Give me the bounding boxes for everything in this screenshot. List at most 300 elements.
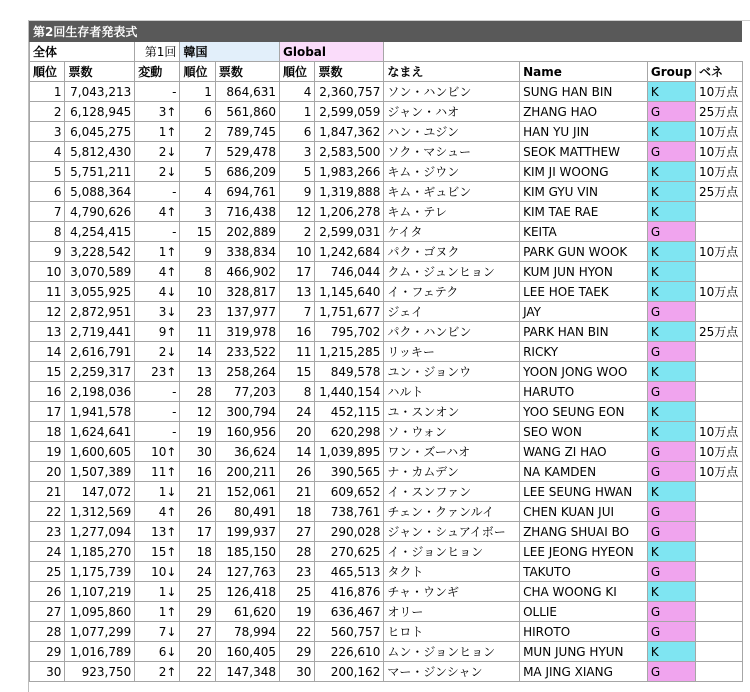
cell-group[interactable]: G	[647, 342, 695, 362]
cell-global-rank[interactable]: 7	[279, 302, 314, 322]
cell-global-rank[interactable]: 19	[279, 602, 314, 622]
cell-overall-votes[interactable]: 3,055,925	[65, 282, 135, 302]
cell-change[interactable]: 11↑	[135, 462, 180, 482]
cell-korea-rank[interactable]: 23	[180, 302, 215, 322]
cell-korea-votes[interactable]: 185,150	[215, 542, 279, 562]
cell-overall-rank[interactable]: 29	[30, 642, 65, 662]
cell-change[interactable]: -	[135, 82, 180, 102]
cell-global-votes[interactable]: 2,599,059	[315, 102, 384, 122]
cell-name-jp[interactable]: ユン・ジョンウ	[384, 362, 520, 382]
cell-overall-rank[interactable]: 27	[30, 602, 65, 622]
cell-change[interactable]: 10↓	[135, 562, 180, 582]
cell-korea-votes[interactable]: 200,211	[215, 462, 279, 482]
cell-name-en[interactable]: SEOK MATTHEW	[520, 142, 648, 162]
cell-group[interactable]: G	[647, 382, 695, 402]
cell-overall-rank[interactable]: 4	[30, 142, 65, 162]
cell-global-votes[interactable]: 2,599,031	[315, 222, 384, 242]
cell-name-en[interactable]: LEE HOE TAEK	[520, 282, 648, 302]
cell-group[interactable]: K	[647, 322, 695, 342]
cell-korea-votes[interactable]: 36,624	[215, 442, 279, 462]
cell-name-jp[interactable]: ナ・カムデン	[384, 462, 520, 482]
cell-name-en[interactable]: MA JING XIANG	[520, 662, 648, 682]
cell-global-votes[interactable]: 452,115	[315, 402, 384, 422]
cell-korea-rank[interactable]: 27	[180, 622, 215, 642]
cell-global-votes[interactable]: 1,242,684	[315, 242, 384, 262]
cell-group[interactable]: K	[647, 202, 695, 222]
cell-change[interactable]: 1↓	[135, 582, 180, 602]
cell-name-jp[interactable]: ソン・ハンビン	[384, 82, 520, 102]
cell-name-en[interactable]: TAKUTO	[520, 562, 648, 582]
cell-global-rank[interactable]: 29	[279, 642, 314, 662]
header-global-rank[interactable]: 順位	[279, 62, 314, 82]
cell-name-en[interactable]: KIM TAE RAE	[520, 202, 648, 222]
cell-korea-votes[interactable]: 160,956	[215, 422, 279, 442]
cell-korea-votes[interactable]: 147,348	[215, 662, 279, 682]
cell-group[interactable]: K	[647, 642, 695, 662]
cell-global-votes[interactable]: 465,513	[315, 562, 384, 582]
cell-global-rank[interactable]: 27	[279, 522, 314, 542]
cell-benefit[interactable]	[696, 582, 743, 602]
cell-benefit[interactable]	[696, 562, 743, 582]
cell-benefit[interactable]: 10万点	[696, 162, 743, 182]
cell-global-rank[interactable]: 30	[279, 662, 314, 682]
cell-name-en[interactable]: PARK GUN WOOK	[520, 242, 648, 262]
cell-name-en[interactable]: RICKY	[520, 342, 648, 362]
cell-global-rank[interactable]: 10	[279, 242, 314, 262]
cell-global-rank[interactable]: 2	[279, 222, 314, 242]
cell-korea-rank[interactable]: 24	[180, 562, 215, 582]
cell-korea-rank[interactable]: 19	[180, 422, 215, 442]
cell-name-en[interactable]: HAN YU JIN	[520, 122, 648, 142]
cell-global-rank[interactable]: 3	[279, 142, 314, 162]
cell-change[interactable]: 1↑	[135, 242, 180, 262]
cell-overall-votes[interactable]: 6,045,275	[65, 122, 135, 142]
cell-change[interactable]: 23↑	[135, 362, 180, 382]
cell-korea-rank[interactable]: 7	[180, 142, 215, 162]
cell-benefit[interactable]: 25万点	[696, 102, 743, 122]
cell-name-jp[interactable]: イ・フェテク	[384, 282, 520, 302]
cell-change[interactable]: 2↓	[135, 142, 180, 162]
cell-name-jp[interactable]: ユ・スンオン	[384, 402, 520, 422]
cell-overall-votes[interactable]: 2,259,317	[65, 362, 135, 382]
cell-korea-rank[interactable]: 3	[180, 202, 215, 222]
cell-overall-votes[interactable]: 7,043,213	[65, 82, 135, 102]
cell-benefit[interactable]: 10万点	[696, 282, 743, 302]
header-benefit[interactable]: ベネ	[696, 62, 743, 82]
cell-name-jp[interactable]: ソク・マシュー	[384, 142, 520, 162]
cell-name-jp[interactable]: キム・ギュビン	[384, 182, 520, 202]
cell-group[interactable]: K	[647, 162, 695, 182]
cell-name-en[interactable]: KIM JI WOONG	[520, 162, 648, 182]
cell-name-en[interactable]: WANG ZI HAO	[520, 442, 648, 462]
cell-korea-votes[interactable]: 328,817	[215, 282, 279, 302]
cell-change[interactable]: -	[135, 422, 180, 442]
cell-global-votes[interactable]: 609,652	[315, 482, 384, 502]
cell-global-rank[interactable]: 9	[279, 182, 314, 202]
cell-name-jp[interactable]: ケイタ	[384, 222, 520, 242]
cell-benefit[interactable]	[696, 342, 743, 362]
cell-group[interactable]: K	[647, 122, 695, 142]
cell-korea-rank[interactable]: 16	[180, 462, 215, 482]
cell-korea-votes[interactable]: 160,405	[215, 642, 279, 662]
cell-overall-rank[interactable]: 8	[30, 222, 65, 242]
cell-overall-rank[interactable]: 25	[30, 562, 65, 582]
cell-name-jp[interactable]: オリー	[384, 602, 520, 622]
cell-benefit[interactable]: 25万点	[696, 182, 743, 202]
cell-global-rank[interactable]: 6	[279, 122, 314, 142]
cell-global-rank[interactable]: 20	[279, 422, 314, 442]
cell-global-votes[interactable]: 1,983,266	[315, 162, 384, 182]
cell-global-votes[interactable]: 746,044	[315, 262, 384, 282]
cell-korea-rank[interactable]: 17	[180, 522, 215, 542]
cell-global-votes[interactable]: 200,162	[315, 662, 384, 682]
cell-overall-votes[interactable]: 1,185,270	[65, 542, 135, 562]
cell-change[interactable]: 2↓	[135, 162, 180, 182]
cell-name-en[interactable]: SUNG HAN BIN	[520, 82, 648, 102]
cell-global-votes[interactable]: 738,761	[315, 502, 384, 522]
section-global[interactable]: Global	[279, 42, 383, 62]
cell-korea-rank[interactable]: 8	[180, 262, 215, 282]
cell-global-votes[interactable]: 795,702	[315, 322, 384, 342]
cell-global-rank[interactable]: 24	[279, 402, 314, 422]
cell-name-jp[interactable]: タクト	[384, 562, 520, 582]
cell-benefit[interactable]: 10万点	[696, 462, 743, 482]
cell-group[interactable]: G	[647, 142, 695, 162]
cell-overall-votes[interactable]: 4,790,626	[65, 202, 135, 222]
cell-change[interactable]: 4↑	[135, 502, 180, 522]
cell-overall-votes[interactable]: 1,175,739	[65, 562, 135, 582]
cell-name-en[interactable]: HARUTO	[520, 382, 648, 402]
cell-global-votes[interactable]: 1,145,640	[315, 282, 384, 302]
cell-benefit[interactable]	[696, 262, 743, 282]
cell-change[interactable]: 1↑	[135, 122, 180, 142]
cell-overall-rank[interactable]: 9	[30, 242, 65, 262]
cell-benefit[interactable]	[696, 622, 743, 642]
cell-korea-votes[interactable]: 686,209	[215, 162, 279, 182]
cell-korea-votes[interactable]: 126,418	[215, 582, 279, 602]
cell-overall-votes[interactable]: 1,941,578	[65, 402, 135, 422]
cell-benefit[interactable]: 10万点	[696, 82, 743, 102]
cell-benefit[interactable]: 10万点	[696, 142, 743, 162]
cell-benefit[interactable]: 10万点	[696, 442, 743, 462]
cell-overall-rank[interactable]: 12	[30, 302, 65, 322]
cell-overall-votes[interactable]: 1,095,860	[65, 602, 135, 622]
cell-overall-votes[interactable]: 2,616,791	[65, 342, 135, 362]
cell-group[interactable]: K	[647, 362, 695, 382]
cell-name-jp[interactable]: キム・テレ	[384, 202, 520, 222]
cell-change[interactable]: 2↓	[135, 342, 180, 362]
cell-name-jp[interactable]: チェン・クァンルイ	[384, 502, 520, 522]
cell-korea-votes[interactable]: 319,978	[215, 322, 279, 342]
cell-overall-rank[interactable]: 28	[30, 622, 65, 642]
cell-change[interactable]: 2↑	[135, 662, 180, 682]
cell-overall-rank[interactable]: 6	[30, 182, 65, 202]
cell-global-votes[interactable]: 1,751,677	[315, 302, 384, 322]
cell-korea-votes[interactable]: 199,937	[215, 522, 279, 542]
cell-korea-rank[interactable]: 6	[180, 102, 215, 122]
cell-benefit[interactable]: 10万点	[696, 122, 743, 142]
cell-overall-rank[interactable]: 18	[30, 422, 65, 442]
cell-benefit[interactable]	[696, 382, 743, 402]
cell-overall-votes[interactable]: 1,507,389	[65, 462, 135, 482]
cell-benefit[interactable]	[696, 502, 743, 522]
cell-name-en[interactable]: CHA WOONG KI	[520, 582, 648, 602]
cell-name-en[interactable]: ZHANG HAO	[520, 102, 648, 122]
cell-korea-rank[interactable]: 5	[180, 162, 215, 182]
cell-korea-votes[interactable]: 300,794	[215, 402, 279, 422]
cell-overall-rank[interactable]: 1	[30, 82, 65, 102]
cell-name-jp[interactable]: パク・ハンビン	[384, 322, 520, 342]
cell-overall-votes[interactable]: 6,128,945	[65, 102, 135, 122]
cell-benefit[interactable]: 10万点	[696, 242, 743, 262]
cell-change[interactable]: 4↑	[135, 262, 180, 282]
cell-overall-rank[interactable]: 22	[30, 502, 65, 522]
cell-overall-votes[interactable]: 5,088,364	[65, 182, 135, 202]
cell-benefit[interactable]	[696, 222, 743, 242]
cell-global-rank[interactable]: 18	[279, 502, 314, 522]
cell-global-votes[interactable]: 416,876	[315, 582, 384, 602]
cell-korea-rank[interactable]: 28	[180, 382, 215, 402]
cell-overall-rank[interactable]: 2	[30, 102, 65, 122]
cell-name-en[interactable]: PARK HAN BIN	[520, 322, 648, 342]
cell-korea-rank[interactable]: 14	[180, 342, 215, 362]
cell-name-en[interactable]: JAY	[520, 302, 648, 322]
header-global-votes[interactable]: 票数	[315, 62, 384, 82]
cell-group[interactable]: G	[647, 522, 695, 542]
cell-overall-rank[interactable]: 11	[30, 282, 65, 302]
cell-group[interactable]: G	[647, 302, 695, 322]
cell-change[interactable]: 13↑	[135, 522, 180, 542]
cell-korea-votes[interactable]: 202,889	[215, 222, 279, 242]
section-overall[interactable]: 全体	[30, 42, 135, 62]
cell-korea-rank[interactable]: 2	[180, 122, 215, 142]
cell-overall-votes[interactable]: 3,070,589	[65, 262, 135, 282]
cell-korea-rank[interactable]: 25	[180, 582, 215, 602]
cell-korea-votes[interactable]: 694,761	[215, 182, 279, 202]
section-korea[interactable]: 韓国	[180, 42, 280, 62]
cell-name-en[interactable]: YOO SEUNG EON	[520, 402, 648, 422]
cell-name-en[interactable]: HIROTO	[520, 622, 648, 642]
cell-korea-rank[interactable]: 18	[180, 542, 215, 562]
cell-korea-votes[interactable]: 233,522	[215, 342, 279, 362]
cell-global-rank[interactable]: 8	[279, 382, 314, 402]
cell-overall-rank[interactable]: 16	[30, 382, 65, 402]
cell-korea-rank[interactable]: 29	[180, 602, 215, 622]
cell-group[interactable]: K	[647, 282, 695, 302]
cell-benefit[interactable]	[696, 362, 743, 382]
cell-overall-votes[interactable]: 2,872,951	[65, 302, 135, 322]
cell-overall-votes[interactable]: 1,624,641	[65, 422, 135, 442]
cell-overall-votes[interactable]: 1,600,605	[65, 442, 135, 462]
cell-global-rank[interactable]: 12	[279, 202, 314, 222]
cell-global-votes[interactable]: 560,757	[315, 622, 384, 642]
cell-group[interactable]: G	[647, 502, 695, 522]
cell-name-jp[interactable]: ワン・ズーハオ	[384, 442, 520, 462]
cell-korea-votes[interactable]: 152,061	[215, 482, 279, 502]
cell-group[interactable]: G	[647, 602, 695, 622]
cell-change[interactable]: 9↑	[135, 322, 180, 342]
cell-overall-votes[interactable]: 2,198,036	[65, 382, 135, 402]
cell-korea-rank[interactable]: 15	[180, 222, 215, 242]
cell-name-en[interactable]: NA KAMDEN	[520, 462, 648, 482]
cell-global-rank[interactable]: 25	[279, 582, 314, 602]
cell-benefit[interactable]	[696, 402, 743, 422]
cell-overall-rank[interactable]: 13	[30, 322, 65, 342]
cell-global-rank[interactable]: 15	[279, 362, 314, 382]
cell-name-en[interactable]: ZHANG SHUAI BO	[520, 522, 648, 542]
cell-korea-rank[interactable]: 9	[180, 242, 215, 262]
cell-overall-votes[interactable]: 1,277,094	[65, 522, 135, 542]
cell-overall-votes[interactable]: 1,016,789	[65, 642, 135, 662]
cell-korea-votes[interactable]: 77,203	[215, 382, 279, 402]
cell-benefit[interactable]	[696, 642, 743, 662]
cell-name-jp[interactable]: イ・スンファン	[384, 482, 520, 502]
cell-name-en[interactable]: YOON JONG WOO	[520, 362, 648, 382]
cell-group[interactable]: K	[647, 582, 695, 602]
header-overall-votes[interactable]: 票数	[65, 62, 135, 82]
cell-overall-votes[interactable]: 1,077,299	[65, 622, 135, 642]
cell-name-jp[interactable]: ジャン・シュアイボー	[384, 522, 520, 542]
cell-global-rank[interactable]: 23	[279, 562, 314, 582]
cell-global-rank[interactable]: 14	[279, 442, 314, 462]
cell-name-jp[interactable]: ハルト	[384, 382, 520, 402]
cell-name-en[interactable]: KEITA	[520, 222, 648, 242]
cell-korea-votes[interactable]: 258,264	[215, 362, 279, 382]
cell-overall-rank[interactable]: 5	[30, 162, 65, 182]
cell-overall-votes[interactable]: 5,812,430	[65, 142, 135, 162]
cell-name-jp[interactable]: ヒロト	[384, 622, 520, 642]
sheet-title[interactable]: 第2回生存者発表式	[30, 22, 743, 42]
cell-overall-rank[interactable]: 23	[30, 522, 65, 542]
cell-korea-votes[interactable]: 78,994	[215, 622, 279, 642]
cell-korea-votes[interactable]: 789,745	[215, 122, 279, 142]
cell-overall-rank[interactable]: 14	[30, 342, 65, 362]
cell-name-en[interactable]: CHEN KUAN JUI	[520, 502, 648, 522]
cell-global-rank[interactable]: 16	[279, 322, 314, 342]
section-round[interactable]: 第1回	[135, 42, 180, 62]
cell-change[interactable]: 1↓	[135, 482, 180, 502]
cell-global-rank[interactable]: 11	[279, 342, 314, 362]
cell-korea-votes[interactable]: 529,478	[215, 142, 279, 162]
cell-korea-votes[interactable]: 338,834	[215, 242, 279, 262]
cell-benefit[interactable]: 10万点	[696, 422, 743, 442]
cell-group[interactable]: G	[647, 662, 695, 682]
cell-overall-rank[interactable]: 15	[30, 362, 65, 382]
cell-change[interactable]: 4↓	[135, 282, 180, 302]
cell-name-jp[interactable]: ムン・ジョンヒョン	[384, 642, 520, 662]
cell-group[interactable]: K	[647, 242, 695, 262]
cell-group[interactable]: K	[647, 182, 695, 202]
cell-korea-rank[interactable]: 30	[180, 442, 215, 462]
cell-name-jp[interactable]: リッキー	[384, 342, 520, 362]
cell-overall-rank[interactable]: 7	[30, 202, 65, 222]
cell-change[interactable]: 3↓	[135, 302, 180, 322]
cell-korea-votes[interactable]: 80,491	[215, 502, 279, 522]
cell-korea-votes[interactable]: 864,631	[215, 82, 279, 102]
cell-global-votes[interactable]: 1,440,154	[315, 382, 384, 402]
cell-global-rank[interactable]: 1	[279, 102, 314, 122]
cell-benefit[interactable]	[696, 302, 743, 322]
cell-global-votes[interactable]: 1,039,895	[315, 442, 384, 462]
cell-global-rank[interactable]: 5	[279, 162, 314, 182]
cell-name-jp[interactable]: パク・ゴヌク	[384, 242, 520, 262]
cell-overall-votes[interactable]: 5,751,211	[65, 162, 135, 182]
cell-korea-rank[interactable]: 26	[180, 502, 215, 522]
cell-benefit[interactable]	[696, 542, 743, 562]
cell-change[interactable]: 6↓	[135, 642, 180, 662]
cell-global-rank[interactable]: 21	[279, 482, 314, 502]
cell-korea-rank[interactable]: 10	[180, 282, 215, 302]
cell-name-en[interactable]: MUN JUNG HYUN	[520, 642, 648, 662]
cell-change[interactable]: 10↑	[135, 442, 180, 462]
cell-change[interactable]: 15↑	[135, 542, 180, 562]
header-change[interactable]: 変動	[135, 62, 180, 82]
cell-korea-votes[interactable]: 61,620	[215, 602, 279, 622]
cell-name-en[interactable]: OLLIE	[520, 602, 648, 622]
cell-name-jp[interactable]: キム・ジウン	[384, 162, 520, 182]
cell-overall-rank[interactable]: 30	[30, 662, 65, 682]
cell-change[interactable]: -	[135, 402, 180, 422]
cell-korea-rank[interactable]: 22	[180, 662, 215, 682]
cell-overall-votes[interactable]: 923,750	[65, 662, 135, 682]
cell-name-jp[interactable]: ジェイ	[384, 302, 520, 322]
cell-overall-rank[interactable]: 19	[30, 442, 65, 462]
cell-benefit[interactable]: 25万点	[696, 322, 743, 342]
cell-benefit[interactable]	[696, 662, 743, 682]
cell-global-votes[interactable]: 390,565	[315, 462, 384, 482]
cell-overall-votes[interactable]: 1,312,569	[65, 502, 135, 522]
cell-group[interactable]: K	[647, 422, 695, 442]
cell-change[interactable]: 4↑	[135, 202, 180, 222]
header-korea-votes[interactable]: 票数	[215, 62, 279, 82]
cell-name-jp[interactable]: イ・ジョンヒョン	[384, 542, 520, 562]
cell-change[interactable]: 1↑	[135, 602, 180, 622]
cell-global-rank[interactable]: 13	[279, 282, 314, 302]
cell-overall-rank[interactable]: 26	[30, 582, 65, 602]
cell-change[interactable]: 3↑	[135, 102, 180, 122]
cell-global-rank[interactable]: 17	[279, 262, 314, 282]
cell-korea-votes[interactable]: 127,763	[215, 562, 279, 582]
cell-global-rank[interactable]: 4	[279, 82, 314, 102]
cell-global-votes[interactable]: 1,206,278	[315, 202, 384, 222]
cell-name-jp[interactable]: マー・ジンシャン	[384, 662, 520, 682]
cell-benefit[interactable]	[696, 602, 743, 622]
cell-global-votes[interactable]: 270,625	[315, 542, 384, 562]
cell-overall-rank[interactable]: 17	[30, 402, 65, 422]
cell-global-votes[interactable]: 226,610	[315, 642, 384, 662]
header-korea-rank[interactable]: 順位	[180, 62, 215, 82]
cell-overall-rank[interactable]: 24	[30, 542, 65, 562]
cell-korea-rank[interactable]: 12	[180, 402, 215, 422]
cell-benefit[interactable]	[696, 522, 743, 542]
cell-global-votes[interactable]: 1,319,888	[315, 182, 384, 202]
cell-overall-rank[interactable]: 10	[30, 262, 65, 282]
cell-name-en[interactable]: KIM GYU VIN	[520, 182, 648, 202]
cell-group[interactable]: K	[647, 262, 695, 282]
cell-korea-rank[interactable]: 1	[180, 82, 215, 102]
cell-korea-rank[interactable]: 21	[180, 482, 215, 502]
cell-global-votes[interactable]: 290,028	[315, 522, 384, 542]
cell-korea-rank[interactable]: 20	[180, 642, 215, 662]
header-group[interactable]: Group	[647, 62, 695, 82]
cell-group[interactable]: K	[647, 482, 695, 502]
cell-overall-votes[interactable]: 1,107,219	[65, 582, 135, 602]
cell-name-jp[interactable]: ジャン・ハオ	[384, 102, 520, 122]
cell-name-en[interactable]: SEO WON	[520, 422, 648, 442]
cell-group[interactable]: K	[647, 542, 695, 562]
cell-name-jp[interactable]: チャ・ウンギ	[384, 582, 520, 602]
cell-global-votes[interactable]: 1,215,285	[315, 342, 384, 362]
